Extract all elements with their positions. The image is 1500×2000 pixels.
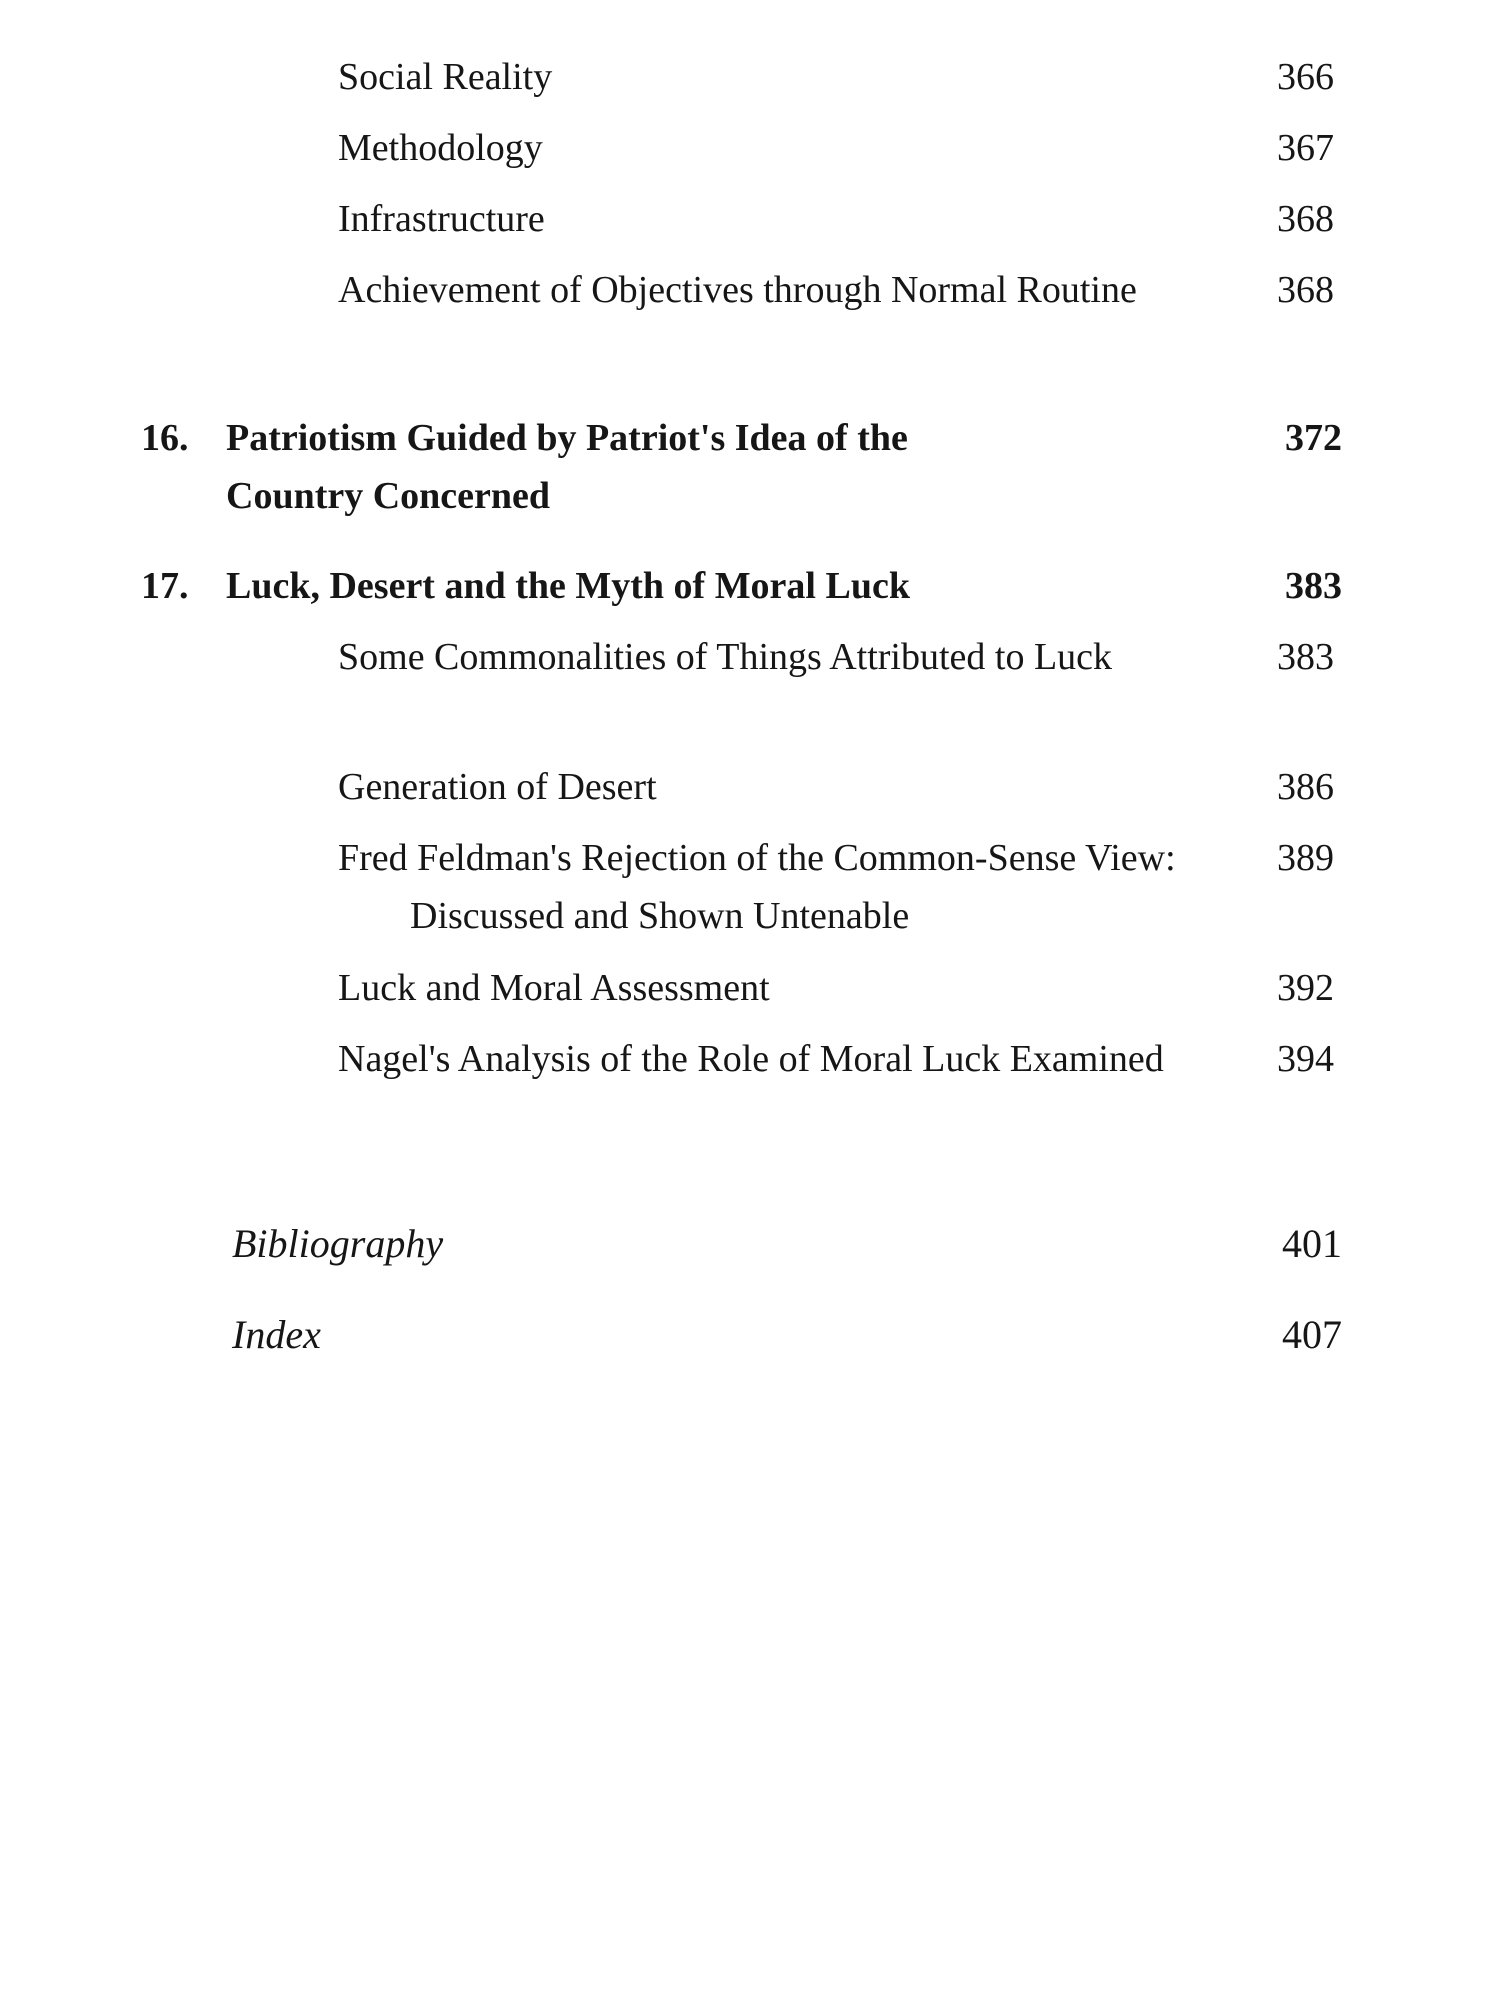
toc-entry-page: 394: [1277, 1038, 1334, 1080]
chapter-page: 372: [1285, 417, 1342, 459]
chapter-number: 16.: [141, 417, 189, 459]
toc-entry-page: 366: [1277, 56, 1334, 98]
chapter-number: 17.: [141, 565, 189, 607]
chapter-page: 383: [1285, 565, 1342, 607]
toc-entry-page: 367: [1277, 127, 1334, 169]
back-matter-title: Index: [232, 1312, 321, 1357]
toc-entry-page: 368: [1277, 198, 1334, 240]
toc-entry-title: Fred Feldman's Rejection of the Common-Sense View: Discussed and Shown Untenable: [338, 837, 1176, 937]
chapter-title: Patriotism Guided by Patriot's Idea of the Country Concerned: [226, 417, 908, 517]
toc-entry-title: Social Reality: [338, 56, 553, 98]
toc-entry-title: Achievement of Objectives through Normal Routine: [338, 269, 1137, 311]
toc-entry-title: Nagel's Analysis of the Role of Moral Luck Examined: [338, 1038, 1164, 1080]
back-matter-title: Bibliography: [232, 1221, 444, 1266]
back-matter-page: 401: [1282, 1221, 1342, 1266]
toc-entry-page: 368: [1277, 269, 1334, 311]
toc-entry-page: 389: [1277, 837, 1334, 879]
back-matter-page: 407: [1282, 1312, 1342, 1357]
toc-entry-title: Luck and Moral Assessment: [338, 967, 770, 1009]
toc-entry-page: 386: [1277, 766, 1334, 808]
toc-entry-title: Methodology: [338, 127, 543, 169]
toc-entry-title: Infrastructure: [338, 198, 545, 240]
toc-entry-page: 392: [1277, 967, 1334, 1009]
chapter-title: Luck, Desert and the Myth of Moral Luck: [226, 565, 910, 607]
toc-entry-title: Generation of Desert: [338, 766, 657, 808]
toc-entry-page: 383: [1277, 636, 1334, 678]
toc-entry-title: Some Commonalities of Things Attributed to Luck: [338, 636, 1113, 678]
